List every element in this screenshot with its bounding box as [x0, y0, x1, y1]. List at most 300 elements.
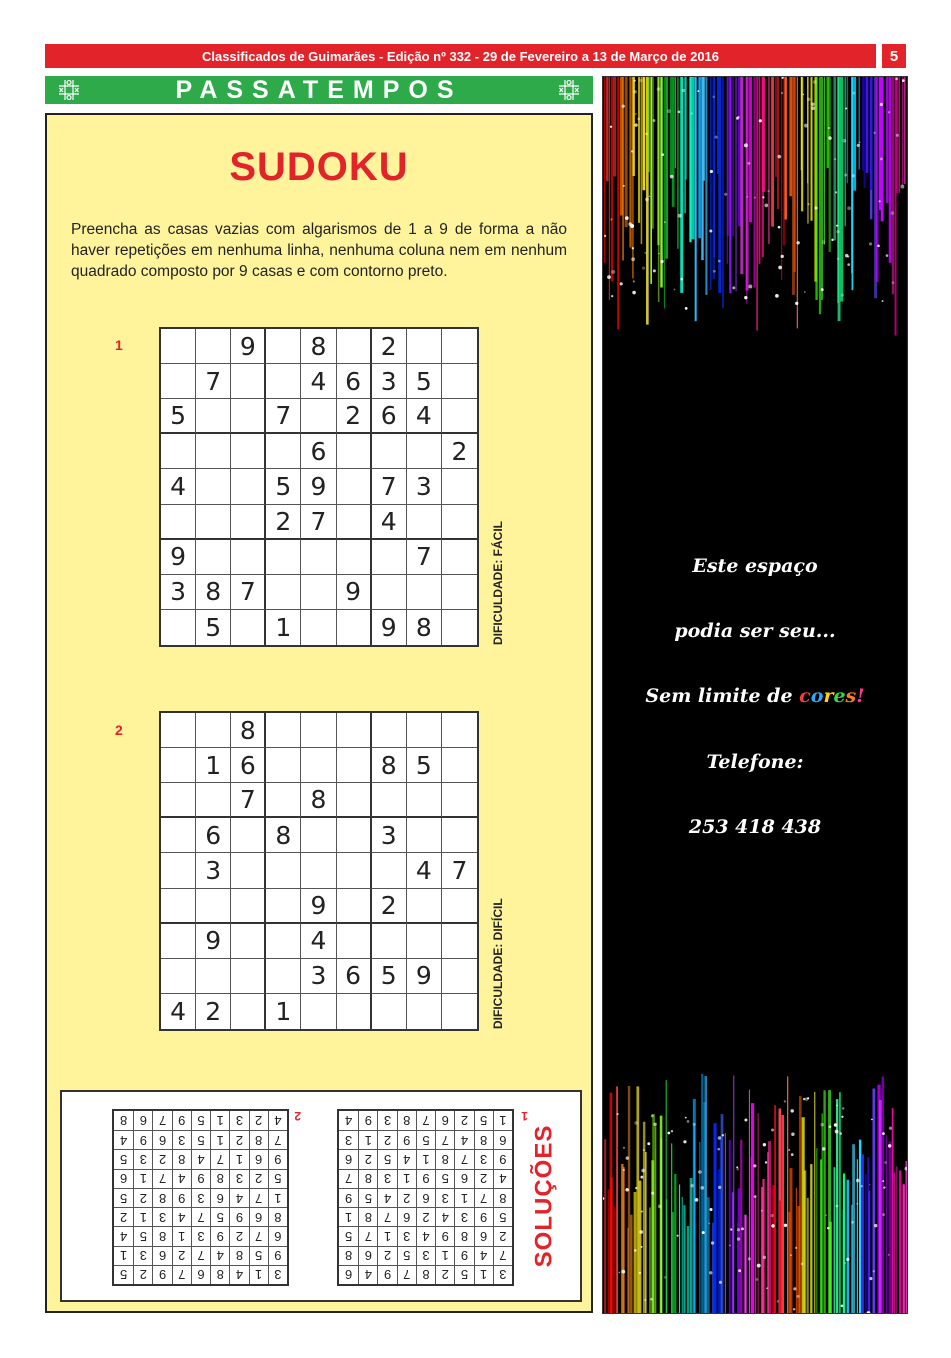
grid-cell: 9 [229, 1207, 248, 1226]
grid-cell [442, 329, 477, 364]
sparkle [709, 1271, 712, 1274]
grid-cell: 7 [191, 1207, 210, 1226]
advert-line-3-prefix: Sem limite de [645, 685, 800, 707]
grid-cell [231, 469, 266, 504]
sparkle [814, 206, 817, 209]
grid-cell: 8 [210, 1169, 229, 1188]
sparkle [835, 191, 837, 193]
grid-cell: 7 [191, 1246, 210, 1265]
grid-cell [231, 505, 266, 540]
grid-cell: 8 [196, 575, 231, 610]
grid-cell: 7 [231, 575, 266, 610]
grid-cell: 6 [191, 1265, 210, 1284]
sparkle [744, 1119, 747, 1122]
sparkle [839, 1132, 842, 1135]
grid-cell: 7 [196, 364, 231, 399]
grid-cell: 8 [493, 1188, 512, 1207]
grid-cell: 3 [416, 1246, 435, 1265]
sparkle [737, 1228, 740, 1231]
puzzle-number: 2 [115, 722, 123, 738]
sparkle [748, 1257, 751, 1260]
grid-cell: 2 [133, 1188, 152, 1207]
grid-cell: 4 [454, 1130, 473, 1149]
grid-cell [266, 329, 301, 364]
sparkle [846, 1258, 849, 1261]
grid-cell: 5 [377, 1149, 396, 1168]
grid-cell: 4 [114, 1130, 133, 1149]
tic-tac-toe-icon [57, 78, 81, 102]
sparkle [632, 291, 636, 295]
grid-cell: 1 [358, 1130, 377, 1149]
grid-cell: 6 [339, 1149, 358, 1168]
sparkle [724, 193, 727, 196]
sparkle [639, 79, 642, 82]
grid-cell: 1 [266, 610, 301, 645]
grid-cell [196, 329, 231, 364]
sparkle [781, 255, 784, 258]
sparkle [658, 253, 660, 255]
grid-cell: 6 [454, 1169, 473, 1188]
grid-cell: 6 [435, 1111, 454, 1130]
grid-cell [337, 924, 372, 959]
sparkle [633, 280, 635, 282]
puzzle-number: 1 [115, 337, 123, 353]
grid-cell: 6 [474, 1226, 493, 1245]
sparkle [634, 1121, 638, 1125]
sparkle [845, 107, 847, 109]
sparkle [829, 1125, 832, 1128]
grid-cell: 8 [397, 1111, 416, 1130]
sparkle [657, 87, 661, 91]
grid-cell: 5 [210, 1207, 229, 1226]
puzzle-instructions: Preencha as casas vazias com algarismos de 1 a 9 de forma a não haver repetições em nenhuma linha, nenhuma coluna nem em nenhum quadrado composto por 9 casas e com contorno preto. [71, 221, 567, 280]
grid-cell: 5 [435, 1169, 454, 1188]
sparkle [631, 150, 633, 152]
grid-cell: 7 [301, 505, 336, 540]
grid-cell [266, 575, 301, 610]
grid-cell [301, 575, 336, 610]
sparkle [687, 1120, 690, 1123]
sparkle [604, 235, 606, 237]
sparkle [796, 241, 799, 244]
grid-cell: 9 [210, 1226, 229, 1245]
sudoku-panel [45, 113, 593, 1313]
grid-cell [301, 853, 336, 888]
grid-cell: 4 [191, 1149, 210, 1168]
sparkle [900, 185, 904, 189]
sparkle [888, 1254, 890, 1256]
sparkle [841, 1116, 843, 1118]
sparkle [859, 142, 861, 144]
sparkle [611, 295, 613, 297]
grid-cell: 2 [133, 1265, 152, 1284]
sparkle [804, 124, 808, 128]
sparkle [730, 1228, 732, 1230]
grid-cell: 1 [397, 1169, 416, 1188]
grid-cell: 1 [435, 1246, 454, 1265]
grid-cell: 3 [372, 364, 407, 399]
grid-cell: 6 [152, 1130, 171, 1149]
grid-cell: 2 [249, 1169, 268, 1188]
sparkle [691, 113, 693, 115]
grid-cell [337, 713, 372, 748]
sparkle [651, 1114, 654, 1117]
sparkle [841, 293, 844, 296]
grid-cell [161, 610, 196, 645]
grid-cell [266, 853, 301, 888]
sparkle [804, 291, 806, 293]
grid-cell [196, 469, 231, 504]
sparkle [873, 1270, 875, 1272]
grid-cell: 3 [301, 959, 336, 994]
grid-cell: 5 [114, 1188, 133, 1207]
grid-cell: 3 [172, 1130, 191, 1149]
sparkle [869, 1277, 872, 1280]
sparkle [828, 127, 830, 129]
grid-cell: 4 [301, 364, 336, 399]
sparkle [790, 1254, 792, 1256]
grid-cell: 7 [172, 1265, 191, 1284]
grid-cell [161, 713, 196, 748]
grid-cell [266, 540, 301, 575]
sparkle [836, 230, 839, 233]
sparkle [847, 256, 849, 258]
grid-cell: 4 [407, 853, 442, 888]
grid-cell: 2 [493, 1226, 512, 1245]
grid-cell: 5 [493, 1207, 512, 1226]
sparkle [661, 153, 664, 156]
grid-cell [301, 818, 336, 853]
solution-grid [337, 1109, 514, 1286]
grid-cell: 4 [416, 1226, 435, 1245]
sudoku-grid [159, 327, 479, 647]
grid-cell [266, 713, 301, 748]
sparkle [653, 119, 656, 122]
grid-cell: 5 [407, 748, 442, 783]
sparkle [856, 1179, 860, 1183]
sparkle [641, 1169, 645, 1173]
grid-cell: 8 [301, 783, 336, 818]
sparkle [603, 1197, 604, 1200]
sparkle [649, 196, 651, 198]
grid-cell: 4 [435, 1207, 454, 1226]
sparkle [718, 1186, 721, 1189]
grid-cell: 4 [161, 469, 196, 504]
grid-cell: 9 [133, 1130, 152, 1149]
grid-cell: 5 [474, 1111, 493, 1130]
grid-cell: 2 [249, 1111, 268, 1130]
grid-cell: 6 [416, 1188, 435, 1207]
sparkle [738, 1269, 741, 1272]
grid-cell: 3 [493, 1265, 512, 1284]
advert-colored-letter: s [845, 685, 857, 707]
grid-cell [196, 540, 231, 575]
grid-cell: 2 [358, 1149, 377, 1168]
grid-cell: 5 [372, 959, 407, 994]
grid-cell [231, 364, 266, 399]
puzzle-title: SUDOKU [229, 145, 409, 189]
sparkle [807, 98, 810, 101]
sparkle [641, 1246, 643, 1248]
sparkle [811, 103, 814, 106]
header-banner: Classificados de Guimarães - Edição nº 332 - 29 de Fevereiro a 13 de Março de 2016 [45, 44, 876, 68]
sparkle [891, 211, 895, 215]
grid-cell: 4 [229, 1188, 248, 1207]
sparkle [639, 1272, 641, 1274]
grid-cell: 2 [416, 1207, 435, 1226]
sparkle [871, 1119, 873, 1121]
grid-cell: 5 [249, 1246, 268, 1265]
grid-cell [161, 748, 196, 783]
grid-cell [266, 959, 301, 994]
grid-cell [442, 748, 477, 783]
grid-cell [372, 783, 407, 818]
sparkle [775, 294, 779, 298]
sparkle [635, 1187, 637, 1189]
grid-cell: 3 [377, 1169, 396, 1188]
sparkle [765, 1161, 767, 1163]
grid-cell: 8 [454, 1226, 473, 1245]
grid-cell: 9 [231, 329, 266, 364]
sparkle [797, 1295, 800, 1298]
grid-cell: 6 [339, 1265, 358, 1284]
grid-cell [407, 575, 442, 610]
sparkle [701, 1186, 705, 1190]
grid-cell: 9 [377, 1265, 396, 1284]
sparkle [650, 1298, 653, 1301]
grid-cell [372, 924, 407, 959]
sparkle [835, 1130, 839, 1134]
sparkle [820, 1123, 824, 1127]
grid-cell: 8 [229, 1246, 248, 1265]
grid-cell: 4 [345, 1113, 353, 1129]
grid-cell: 3 [191, 1226, 210, 1245]
sparkle [880, 157, 883, 160]
grid-cell: 1 [493, 1111, 512, 1130]
grid-cell: 9 [416, 1169, 435, 1188]
grid-cell [337, 748, 372, 783]
grid-cell: 7 [474, 1188, 493, 1207]
grid-cell: 3 [152, 1207, 171, 1226]
sparkle [791, 1132, 794, 1135]
sparkle [693, 1123, 696, 1126]
grid-cell [407, 329, 442, 364]
grid-cell: 3 [407, 469, 442, 504]
sparkle [828, 136, 832, 140]
advert-line-1: Este espaço [692, 555, 818, 577]
sparkle [667, 1132, 670, 1135]
grid-cell: 2 [377, 1130, 396, 1149]
sparkle [626, 1156, 629, 1159]
sparkle [842, 1107, 844, 1109]
grid-cell: 9 [474, 1207, 493, 1226]
grid-cell: 1 [474, 1265, 493, 1284]
sparkle [695, 1198, 699, 1202]
solution-number: 1 [521, 1109, 528, 1123]
grid-cell [337, 818, 372, 853]
grid-cell: 7 [152, 1111, 171, 1130]
grid-cell: 6 [249, 1149, 268, 1168]
sparkle [805, 1097, 809, 1101]
grid-cell: 9 [268, 1149, 287, 1168]
grid-cell [266, 783, 301, 818]
sparkle [776, 1300, 779, 1303]
grid-cell: 7 [210, 1149, 229, 1168]
grid-cell [196, 713, 231, 748]
grid-cell [372, 853, 407, 888]
sparkle [791, 1153, 794, 1156]
grid-cell [196, 783, 231, 818]
sparkle [888, 1144, 891, 1147]
grid-cell: 8 [210, 1265, 229, 1284]
grid-cell: 6 [152, 1246, 171, 1265]
grid-cell: 9 [152, 1265, 171, 1284]
sparkle [877, 244, 880, 247]
grid-cell: 1 [266, 994, 301, 1029]
grid-cell [161, 505, 196, 540]
grid-cell [161, 783, 196, 818]
grid-cell: 8 [358, 1169, 377, 1188]
sparkle [808, 203, 810, 205]
sparkle [715, 136, 718, 139]
grid-cell: 6 [231, 748, 266, 783]
grid-cell: 5 [266, 469, 301, 504]
sparkle [623, 185, 625, 187]
grid-cell [442, 818, 477, 853]
grid-cell: 2 [377, 1246, 396, 1265]
sparkle [790, 1109, 793, 1112]
sparkle [748, 284, 752, 288]
grid-cell: 8 [268, 1207, 287, 1226]
solution-number: 2 [294, 1109, 301, 1123]
sparkle [685, 307, 688, 310]
sparkle [744, 296, 747, 299]
grid-cell: 8 [266, 818, 301, 853]
sparkle [836, 1205, 839, 1208]
grid-cell: 8 [172, 1149, 191, 1168]
sparkle [844, 1262, 846, 1264]
grid-cell: 6 [493, 1130, 512, 1149]
grid-cell [372, 713, 407, 748]
advert-colored-letter: r [823, 685, 834, 707]
section-title: PASSATEMPOS [175, 75, 463, 104]
sparkle [680, 278, 683, 281]
grid-cell: 7 [372, 469, 407, 504]
grid-cell [407, 505, 442, 540]
grid-cell: 4 [377, 1188, 396, 1207]
grid-cell [442, 364, 477, 399]
grid-cell: 8 [339, 1246, 358, 1265]
sparkle [660, 260, 663, 263]
grid-cell: 4 [493, 1169, 512, 1188]
grid-cell: 5 [358, 1188, 377, 1207]
grid-cell: 3 [377, 1111, 396, 1130]
sparkle [632, 247, 634, 249]
sparkle [831, 239, 833, 241]
sparkle [697, 90, 699, 92]
sparkle [644, 252, 646, 254]
grid-cell [301, 994, 336, 1029]
grid-cell: 7 [377, 1207, 396, 1226]
grid-cell: 2 [266, 505, 301, 540]
solutions-title: SOLUÇÕES [530, 1124, 558, 1268]
sparkle [762, 196, 764, 198]
grid-cell: 2 [229, 1226, 248, 1245]
grid-cell: 5 [416, 1130, 435, 1149]
sparkle [888, 111, 890, 113]
sparkle [777, 155, 781, 159]
grid-cell [161, 434, 196, 469]
grid-cell: 7 [435, 1130, 454, 1149]
sparkle [781, 92, 783, 94]
grid-cell: 7 [249, 1188, 268, 1207]
advert-line-2: podia ser seu... [674, 620, 836, 642]
sparkle [757, 1264, 761, 1268]
grid-cell: 5 [114, 1149, 133, 1168]
grid-cell: 9 [191, 1169, 210, 1188]
sparkle [737, 1237, 740, 1240]
grid-cell: 7 [339, 1169, 358, 1188]
sparkle [874, 1224, 877, 1227]
sparkle [759, 119, 762, 122]
sparkle [836, 1105, 838, 1107]
sparkle [628, 222, 632, 226]
grid-cell: 2 [114, 1207, 133, 1226]
grid-cell: 4 [161, 994, 196, 1029]
sparkle [644, 1299, 646, 1301]
grid-cell: 8 [372, 748, 407, 783]
grid-cell: 8 [435, 1149, 454, 1168]
grid-cell: 8 [152, 1226, 171, 1245]
section-header [45, 76, 593, 104]
grid-cell: 6 [301, 434, 336, 469]
grid-cell: 1 [377, 1226, 396, 1245]
sparkle [821, 288, 824, 291]
grid-cell: 4 [172, 1169, 191, 1188]
grid-cell: 8 [249, 1130, 268, 1149]
grid-cell: 3 [372, 818, 407, 853]
sparkle [667, 109, 671, 113]
sparkle [610, 126, 612, 128]
grid-cell: 5 [191, 1111, 210, 1130]
grid-cell [266, 889, 301, 924]
grid-cell: 9 [454, 1246, 473, 1265]
sparkle [713, 270, 716, 273]
grid-cell: 9 [268, 1246, 287, 1265]
grid-cell [301, 540, 336, 575]
grid-cell: 3 [161, 575, 196, 610]
sparkle [795, 302, 798, 305]
grid-cell: 3 [133, 1149, 152, 1168]
grid-cell: 8 [474, 1130, 493, 1149]
grid-cell [407, 924, 442, 959]
sparkle [763, 1143, 766, 1146]
sparkle [722, 1134, 724, 1136]
sparkle [670, 175, 674, 179]
grid-cell: 9 [301, 889, 336, 924]
grid-cell [161, 924, 196, 959]
sparkle [678, 110, 681, 113]
grid-cell: 8 [301, 329, 336, 364]
advert-colored-word [799, 685, 864, 707]
grid-cell: 5 [397, 1246, 416, 1265]
grid-cell: 6 [372, 399, 407, 434]
grid-cell: 7 [416, 1111, 435, 1130]
grid-cell [301, 713, 336, 748]
sparkle [611, 270, 615, 274]
grid-cell: 4 [114, 1226, 133, 1245]
grid-cell [407, 713, 442, 748]
